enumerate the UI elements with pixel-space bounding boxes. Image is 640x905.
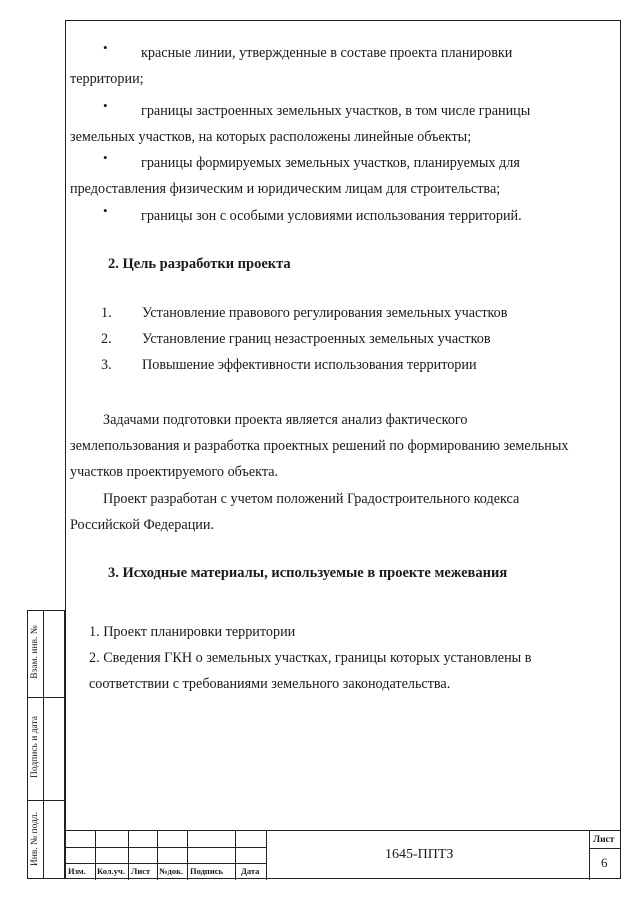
section-3-heading: 3. Исходные материалы, используемые в проекте межевания: [108, 565, 508, 581]
bullet-text-2a: границы застроенных земельных участков, в том числе границы: [141, 103, 531, 119]
document-code: 1645-ППТЗ: [385, 847, 454, 862]
stamp-col-ndok: №док.: [159, 866, 184, 876]
stamp-col-list: Лист: [131, 866, 151, 876]
sheet-label: Лист: [593, 835, 615, 845]
bullet-text-1b: территории;: [70, 71, 144, 87]
paragraph-1-line-2: землепользования и разработка проектных решений по формированию земельных: [70, 438, 569, 454]
bullet-marker: •: [103, 98, 108, 113]
stamp-col-line: [266, 831, 267, 880]
list-number: 2.: [101, 331, 112, 347]
list-number: 3.: [101, 357, 112, 373]
stamp-col-podpis: Подпись: [190, 866, 223, 876]
section-2-heading: 2. Цель разработки проекта: [108, 256, 291, 272]
stamp-col-line: [235, 831, 236, 880]
stamp-col-koluch: Кол.уч.: [97, 866, 125, 876]
sheet-number: 6: [601, 855, 608, 870]
title-block: [65, 830, 621, 880]
side-divider: [43, 610, 44, 879]
list-text: Повышение эффективности использования территории: [142, 357, 477, 373]
list-text: Установление границ незастроенных земельных участков: [142, 331, 491, 347]
source-item-1: 1. Проект планировки территории: [89, 624, 296, 640]
side-label-inv: Инв. № подл.: [30, 811, 40, 867]
paragraph-2-line-2: Российской Федерации.: [70, 517, 215, 533]
bullet-marker: •: [103, 150, 108, 165]
stamp-col-line: [157, 831, 158, 880]
stamp-col-line: [187, 831, 188, 880]
source-item-2-cont: соответствии с требованиями земельного законодательства.: [89, 676, 451, 692]
side-label-podpis: Подпись и дата: [30, 716, 40, 779]
list-number: 1.: [101, 305, 112, 321]
side-label-vzam: Взам. инв. №: [30, 625, 40, 679]
paragraph-1-line-1: Задачами подготовки проекта является анализ фактического: [103, 412, 468, 428]
stamp-row-line: [65, 863, 266, 864]
stamp-col-data: Дата: [241, 866, 260, 876]
stamp-row-line: [589, 848, 621, 849]
stamp-col-line: [589, 831, 590, 880]
stamp-col-line: [95, 831, 96, 880]
side-hline: [27, 697, 65, 698]
paragraph-2-line-1: Проект разработан с учетом положений Градостроительного кодекса: [103, 491, 520, 507]
bullet-marker: •: [103, 40, 108, 55]
bullet-text-3b: предоставления физическим и юридическим лицам для строительства;: [70, 181, 501, 197]
stamp-row-line: [65, 847, 266, 848]
source-item-2: 2. Сведения ГКН о земельных участках, границы которых установлены в: [89, 650, 532, 666]
paragraph-1-line-3: участков проектируемого объекта.: [70, 464, 279, 480]
bullet-text-4a: границы зон с особыми условиями использования территорий.: [141, 208, 522, 224]
bullet-marker: •: [103, 203, 108, 218]
stamp-col-izm: Изм.: [68, 866, 86, 876]
list-text: Установление правового регулирования земельных участков: [142, 305, 508, 321]
bullet-text-2b: земельных участков, на которых расположены линейные объекты;: [70, 129, 472, 145]
bullet-text-3a: границы формируемых земельных участков, планируемых для: [141, 155, 520, 171]
stamp-col-line: [128, 831, 129, 880]
bullet-text-1a: красные линии, утвержденные в составе проекта планировки: [141, 45, 513, 61]
